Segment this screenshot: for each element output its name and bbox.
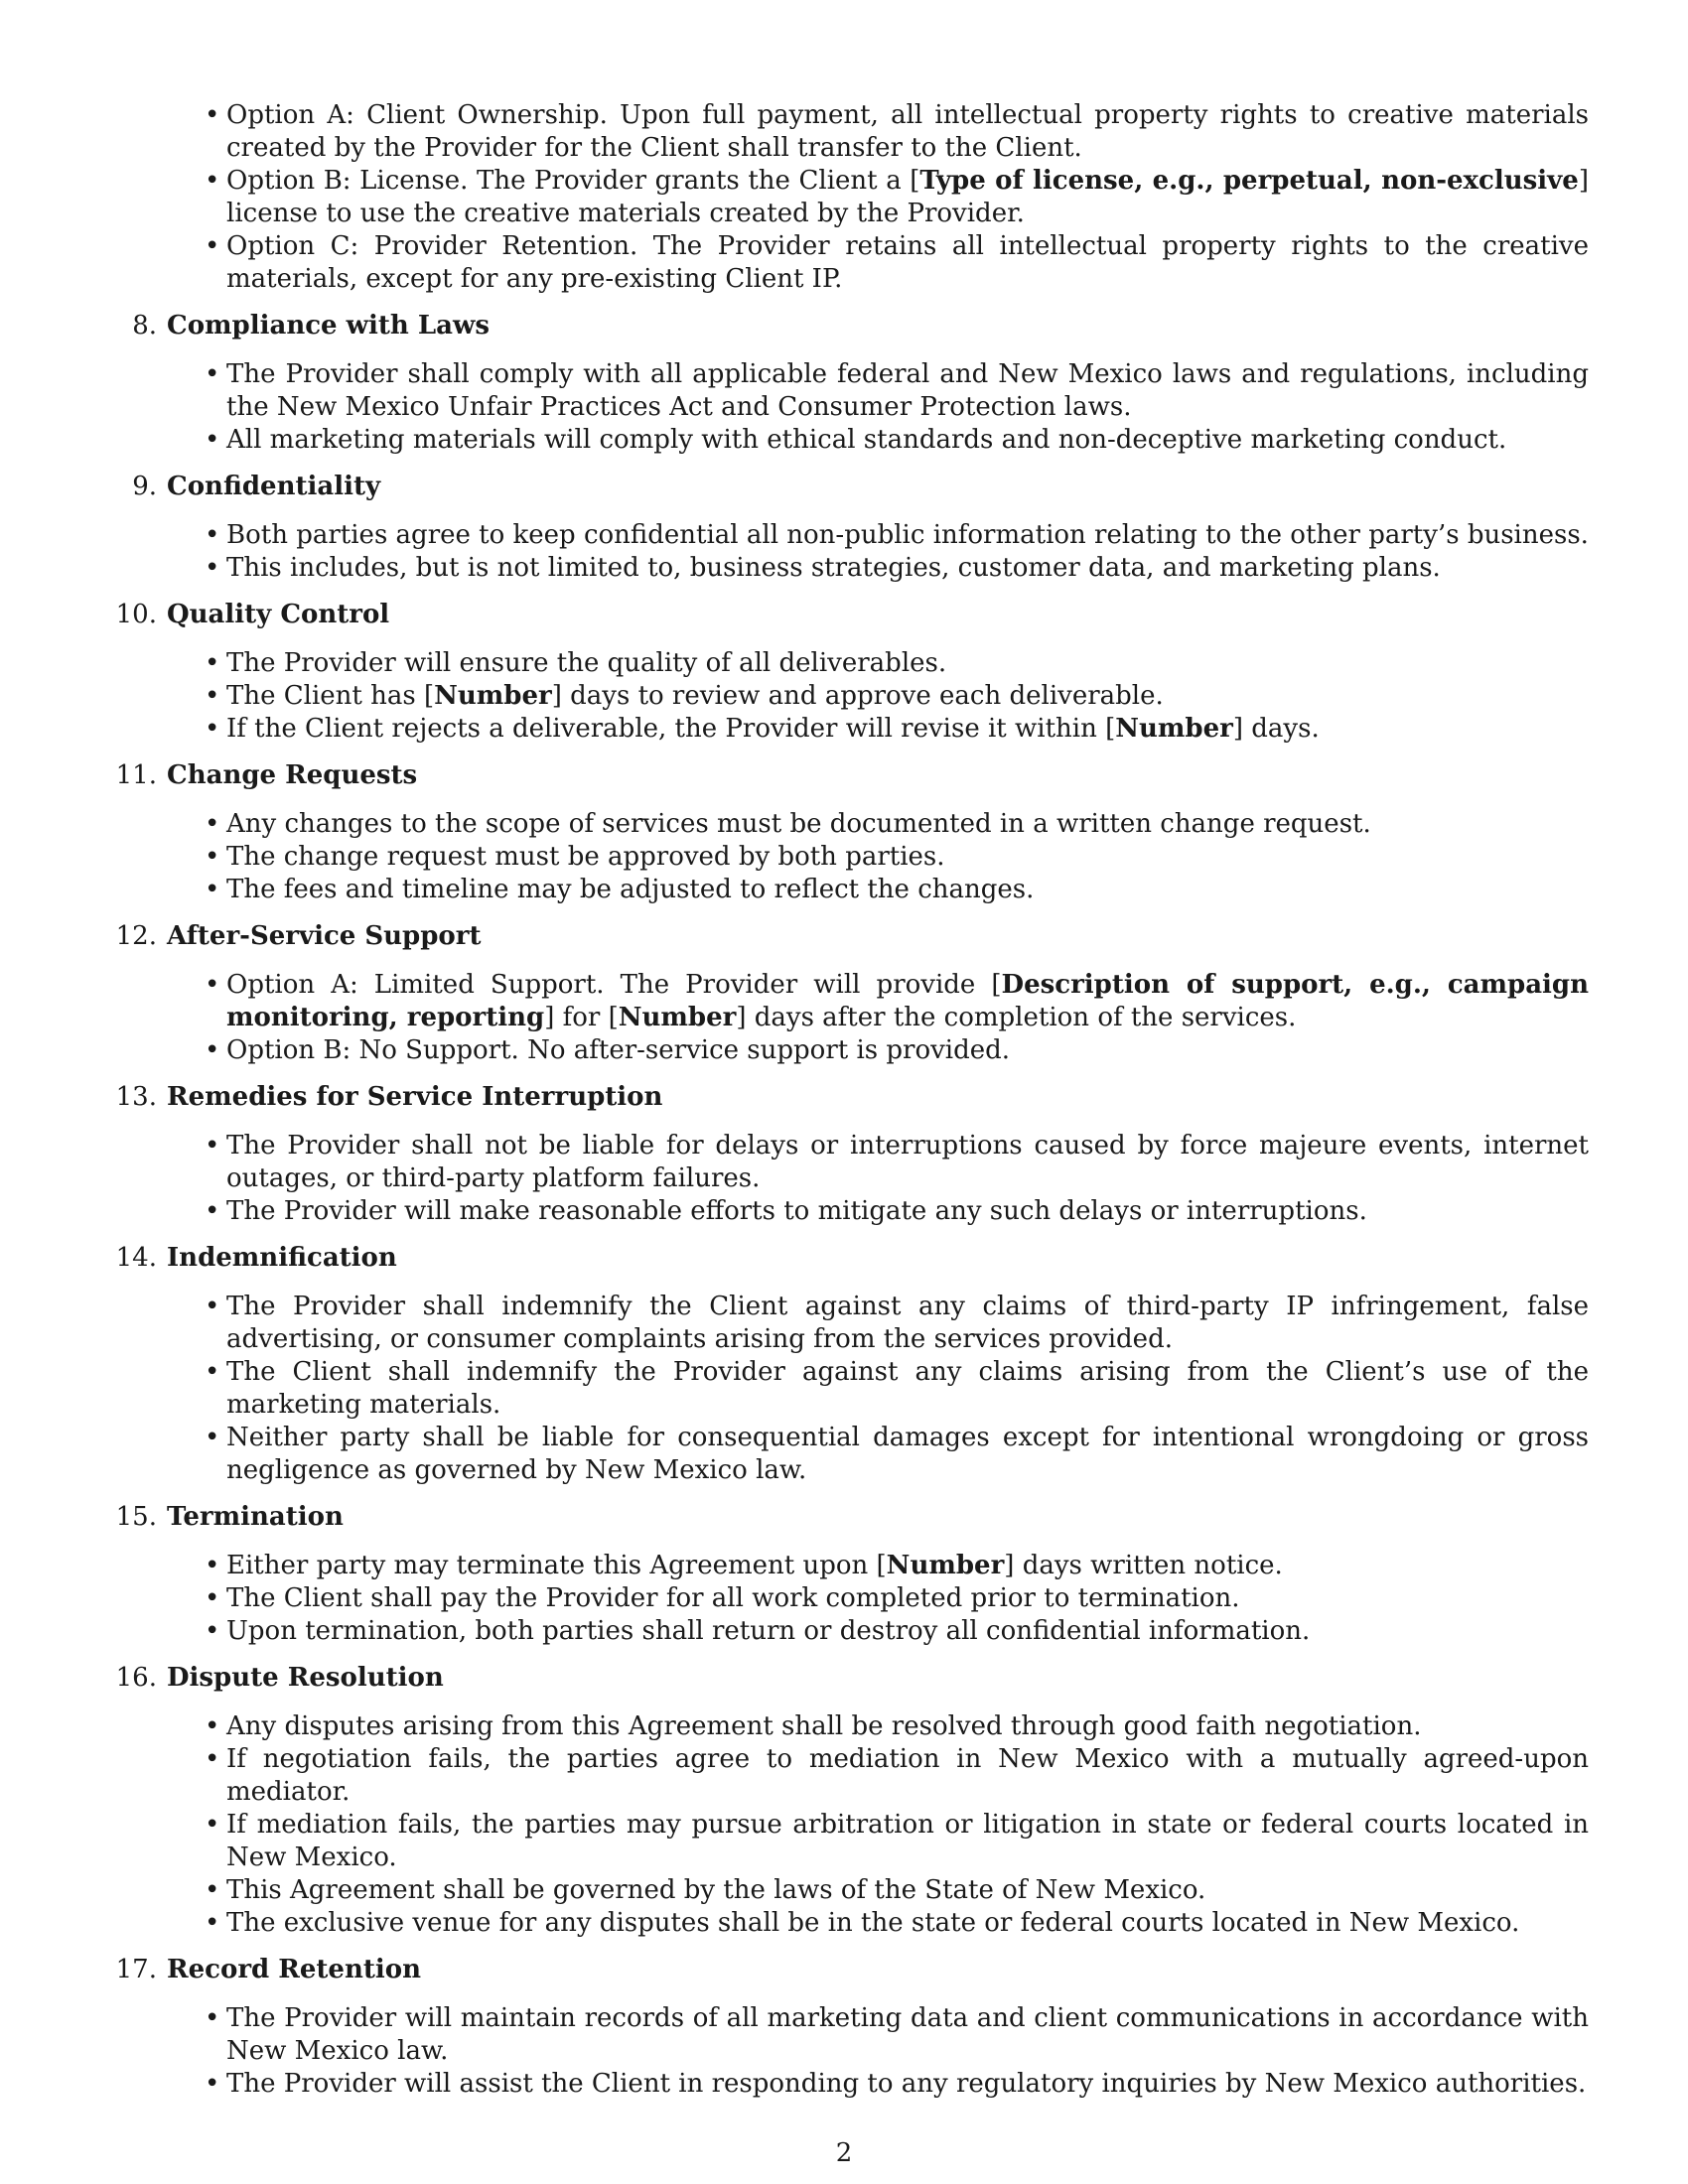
section-title: Confidentiality: [167, 472, 381, 501]
section-heading: [115, 1662, 1589, 1695]
bullet-item: • Upon termination, both parties shall return or destroy all confidential information.: [226, 1615, 1589, 1648]
section-title: Quality Control: [167, 600, 390, 629]
section-number: 13 .: [107, 1081, 157, 1114]
section-number: 17 .: [107, 1954, 157, 1986]
section-11: [115, 759, 1589, 906]
section-bullet-list: [167, 808, 1589, 906]
section-number: 12 .: [107, 920, 157, 953]
text-run: If the Client rejects a deliverable, the Provider will revise it within [: [226, 714, 1116, 744]
section-heading: [115, 599, 1589, 631]
section-heading: [115, 1242, 1589, 1275]
bullet-item: • The Provider will assist the Client in responding to any regulatory inquiries by New Mexico authorities.: [226, 2068, 1589, 2101]
section-heading: [132, 471, 1589, 503]
bullet-item: • Option B: No Support. No after-service support is provided.: [226, 1034, 1589, 1067]
section-number: 10 .: [107, 599, 157, 631]
bullet-item: • The Provider will maintain records of all marketing data and client communications in accordance with New Mexico law.: [226, 2002, 1589, 2068]
bullet-item: [226, 713, 1589, 746]
placeholder-text: Number: [1115, 714, 1233, 744]
bullet-item: • The Client shall indemnify the Provider against any claims arising from the Client’s use of the marketing materials.: [226, 1356, 1589, 1422]
section-title: After-Service Support: [167, 921, 482, 951]
section-15: [115, 1501, 1589, 1648]
section-number: 11 .: [107, 759, 157, 792]
placeholder-text: Number: [886, 1551, 1005, 1580]
bullet-item: • The Provider shall comply with all applicable federal and New Mexico laws and regulations, including the New Mexico Unfair Practices Act and Consumer Protection laws.: [226, 358, 1589, 424]
document-body: [115, 99, 1589, 2101]
section-16: [115, 1662, 1589, 1940]
section-number: 8 .: [107, 310, 157, 342]
section-bullet-list: [167, 1130, 1589, 1228]
bullet-item: • The Client shall pay the Provider for all work completed prior to termination.: [226, 1582, 1589, 1615]
section-bullet-list: [167, 2002, 1589, 2101]
bullet-item: • The Provider shall indemnify the Client against any claims of third-party IP infringement, false advertising, or consumer complaints arising from the services provided.: [226, 1291, 1589, 1356]
section-14: [115, 1242, 1589, 1487]
section-9: [132, 471, 1589, 585]
text-run: ] license to use the creative materials created by the Provider.: [226, 166, 1589, 228]
bullet-item: [226, 165, 1589, 230]
section-bullet-list: [167, 969, 1589, 1067]
bullet-item: • Option A: Client Ownership. Upon full payment, all intellectual property rights to creative materials created by the Provider for the Client shall transfer to the Client.: [226, 99, 1589, 165]
section-heading: [115, 1081, 1589, 1114]
text-run: ] days written notice.: [1004, 1551, 1283, 1580]
placeholder-text: Number: [434, 681, 552, 711]
bullet-item: • The Provider will make reasonable efforts to mitigate any such delays or interruptions.: [226, 1195, 1589, 1228]
bullet-item: [226, 1550, 1589, 1582]
section-bullet-list: [167, 1291, 1589, 1487]
section-bullet-list: [167, 1710, 1589, 1940]
bullet-item: • The Provider shall not be liable for delays or interruptions caused by force majeure events, internet outages, or third-party platform failures.: [226, 1130, 1589, 1195]
text-run: ] days after the completion of the services.: [736, 1003, 1297, 1032]
section-heading: [115, 1954, 1589, 1986]
section-12: [115, 920, 1589, 1067]
bullet-item: [226, 969, 1589, 1034]
section-13: [115, 1081, 1589, 1228]
text-run: The Client has [: [226, 681, 435, 711]
text-run: Either party may terminate this Agreement upon [: [226, 1551, 887, 1580]
section-number: 15 .: [107, 1501, 157, 1534]
bullet-item: • The exclusive venue for any disputes shall be in the state or federal courts located in New Mexico.: [226, 1907, 1589, 1940]
section-heading: [115, 759, 1589, 792]
section-heading: [115, 920, 1589, 953]
section-bullet-list: [167, 519, 1589, 585]
section-17: [115, 1954, 1589, 2101]
section-list: [115, 310, 1589, 2101]
section-title: Change Requests: [167, 760, 418, 790]
section-10: [115, 599, 1589, 746]
section-title: Record Retention: [167, 1955, 421, 1984]
section-title: Compliance with Laws: [167, 311, 491, 341]
placeholder-text: Type of license, e.g., perpetual, non-exclusive: [919, 166, 1579, 196]
placeholder-text: Number: [618, 1003, 737, 1032]
section-bullet-list: [167, 647, 1589, 746]
bullet-item: • This Agreement shall be governed by the laws of the State of New Mexico.: [226, 1874, 1589, 1907]
text-run: ] for [: [544, 1003, 619, 1032]
placeholder-text: Description of support, e.g., campaign monitoring, reporting: [226, 970, 1589, 1032]
text-run: ] days to review and approve each deliverable.: [551, 681, 1164, 711]
section-number: 16 .: [107, 1662, 157, 1695]
bullet-item: • Any disputes arising from this Agreement shall be resolved through good faith negotiation.: [226, 1710, 1589, 1743]
section-heading: [132, 310, 1589, 342]
text-run: Option B: License. The Provider grants the Client a [: [226, 166, 920, 196]
section-number: 9 .: [107, 471, 157, 503]
section-8: [132, 310, 1589, 457]
section-bullet-list: [167, 358, 1589, 457]
bullet-item: • Any changes to the scope of services must be documented in a written change request.: [226, 808, 1589, 841]
bullet-item: • This includes, but is not limited to, business strategies, customer data, and marketing plans.: [226, 552, 1589, 585]
section-title: Remedies for Service Interruption: [167, 1082, 663, 1112]
bullet-item: • Both parties agree to keep confidential all non-public information relating to the other party’s business.: [226, 519, 1589, 552]
bullet-item: • If mediation fails, the parties may pursue arbitration or litigation in state or federal courts located in New Mexico.: [226, 1809, 1589, 1874]
section-number: 14 .: [107, 1242, 157, 1275]
section-title: Dispute Resolution: [167, 1663, 444, 1693]
bullet-item: • Neither party shall be liable for consequential damages except for intentional wrongdoing or gross negligence as governed by New Mexico law.: [226, 1422, 1589, 1487]
bullet-item: • Option C: Provider Retention. The Provider retains all intellectual property rights to the creative materials, except for any pre-existing Client IP.: [226, 230, 1589, 296]
section-heading: [115, 1501, 1589, 1534]
section-title: Termination: [167, 1502, 344, 1532]
bullet-item: [226, 680, 1589, 713]
bullet-item: • The Provider will ensure the quality of all deliverables.: [226, 647, 1589, 680]
bullet-item: • The change request must be approved by both parties.: [226, 841, 1589, 874]
bullet-item: • All marketing materials will comply with ethical standards and non-deceptive marketing conduct.: [226, 424, 1589, 457]
text-run: Option A: Limited Support. The Provider will provide [: [226, 970, 1002, 1000]
intro-option-list: [167, 99, 1589, 296]
section-title: Indemnification: [167, 1243, 397, 1273]
bullet-item: • If negotiation fails, the parties agree to mediation in New Mexico with a mutually agreed-upon mediator.: [226, 1743, 1589, 1809]
section-bullet-list: [167, 1550, 1589, 1648]
text-run: ] days.: [1232, 714, 1320, 744]
bullet-item: • The fees and timeline may be adjusted to reflect the changes.: [226, 874, 1589, 906]
page-number: 2: [835, 2138, 853, 2168]
